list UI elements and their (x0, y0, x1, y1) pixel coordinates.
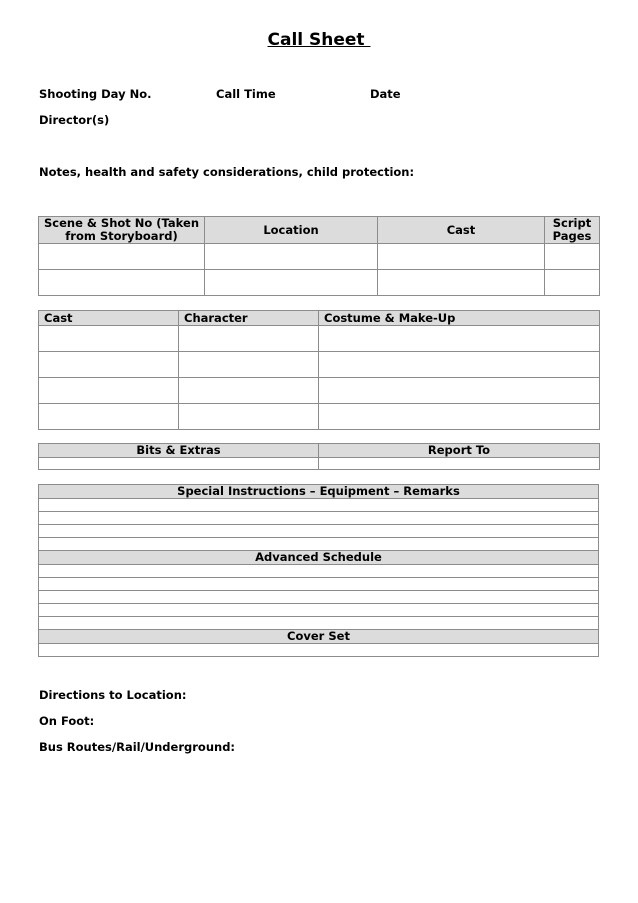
table-row (39, 591, 599, 604)
cast-table (38, 310, 600, 430)
shooting-day-label: Shooting Day No. (39, 87, 152, 101)
page-title: Call Sheet (267, 30, 371, 50)
table-row (39, 512, 599, 525)
table-cell[interactable] (39, 604, 599, 617)
table-row (39, 499, 599, 512)
table-cell[interactable] (39, 591, 599, 604)
call-time-label: Call Time (216, 87, 276, 101)
table-cell[interactable] (179, 352, 319, 378)
special-instructions-header: Special Instructions – Equipment – Remarks (39, 485, 599, 499)
cast-header: Cast (378, 217, 545, 244)
table-cell[interactable] (39, 512, 599, 525)
table-cell[interactable] (319, 458, 600, 470)
table-cell[interactable] (39, 458, 319, 470)
table-row (39, 604, 599, 617)
table-cell[interactable] (39, 352, 179, 378)
table-row (39, 617, 599, 630)
table-cell[interactable] (179, 326, 319, 352)
on-foot-label: On Foot: (39, 714, 95, 728)
table-row (39, 270, 600, 296)
table-cell[interactable] (39, 644, 599, 657)
directions-label: Directions to Location: (39, 688, 187, 702)
table-cell[interactable] (39, 270, 205, 296)
bits-extras-header: Bits & Extras (39, 444, 319, 458)
table-row (39, 578, 599, 591)
table-row (39, 565, 599, 578)
report-to-header: Report To (319, 444, 600, 458)
table-cell[interactable] (205, 244, 378, 270)
table-row (39, 538, 599, 551)
table-cell[interactable] (179, 404, 319, 430)
character-col-header: Character (179, 311, 319, 326)
table-row (39, 525, 599, 538)
table-cell[interactable] (39, 244, 205, 270)
table-cell[interactable] (39, 378, 179, 404)
directors-label: Director(s) (39, 113, 110, 127)
table-cell[interactable] (378, 244, 545, 270)
scene-table (38, 216, 600, 296)
script-pages-header: Script Pages (545, 217, 600, 244)
table-cell[interactable] (319, 404, 600, 430)
table-cell[interactable] (319, 326, 600, 352)
table-row (39, 404, 600, 430)
table-cell[interactable] (39, 525, 599, 538)
table-cell[interactable] (39, 326, 179, 352)
table-cell[interactable] (205, 270, 378, 296)
scene-shot-header: Scene & Shot No (Taken from Storyboard) (39, 217, 205, 244)
bits-table (38, 443, 600, 470)
table-cell[interactable] (179, 378, 319, 404)
advanced-schedule-header: Advanced Schedule (39, 551, 599, 565)
table-cell[interactable] (545, 270, 600, 296)
table-cell[interactable] (39, 578, 599, 591)
table-cell[interactable] (39, 538, 599, 551)
table-cell[interactable] (39, 499, 599, 512)
table-row (39, 326, 600, 352)
table-cell[interactable] (319, 352, 600, 378)
notes-label: Notes, health and safety considerations, child protection: (39, 165, 415, 179)
table-cell[interactable] (39, 565, 599, 578)
table-row (39, 352, 600, 378)
table-cell[interactable] (39, 617, 599, 630)
costume-col-header: Costume & Make-Up (319, 311, 600, 326)
bus-routes-label: Bus Routes/Rail/Underground: (39, 740, 236, 754)
cast-col-header: Cast (39, 311, 179, 326)
table-cell[interactable] (378, 270, 545, 296)
special-table (38, 484, 599, 657)
table-row (39, 644, 599, 657)
table-row (39, 244, 600, 270)
table-row (39, 378, 600, 404)
table-cell[interactable] (39, 404, 179, 430)
table-cell[interactable] (545, 244, 600, 270)
table-cell[interactable] (319, 378, 600, 404)
table-row (39, 458, 600, 470)
location-header: Location (205, 217, 378, 244)
date-label: Date (370, 87, 401, 101)
cover-set-header: Cover Set (39, 630, 599, 644)
